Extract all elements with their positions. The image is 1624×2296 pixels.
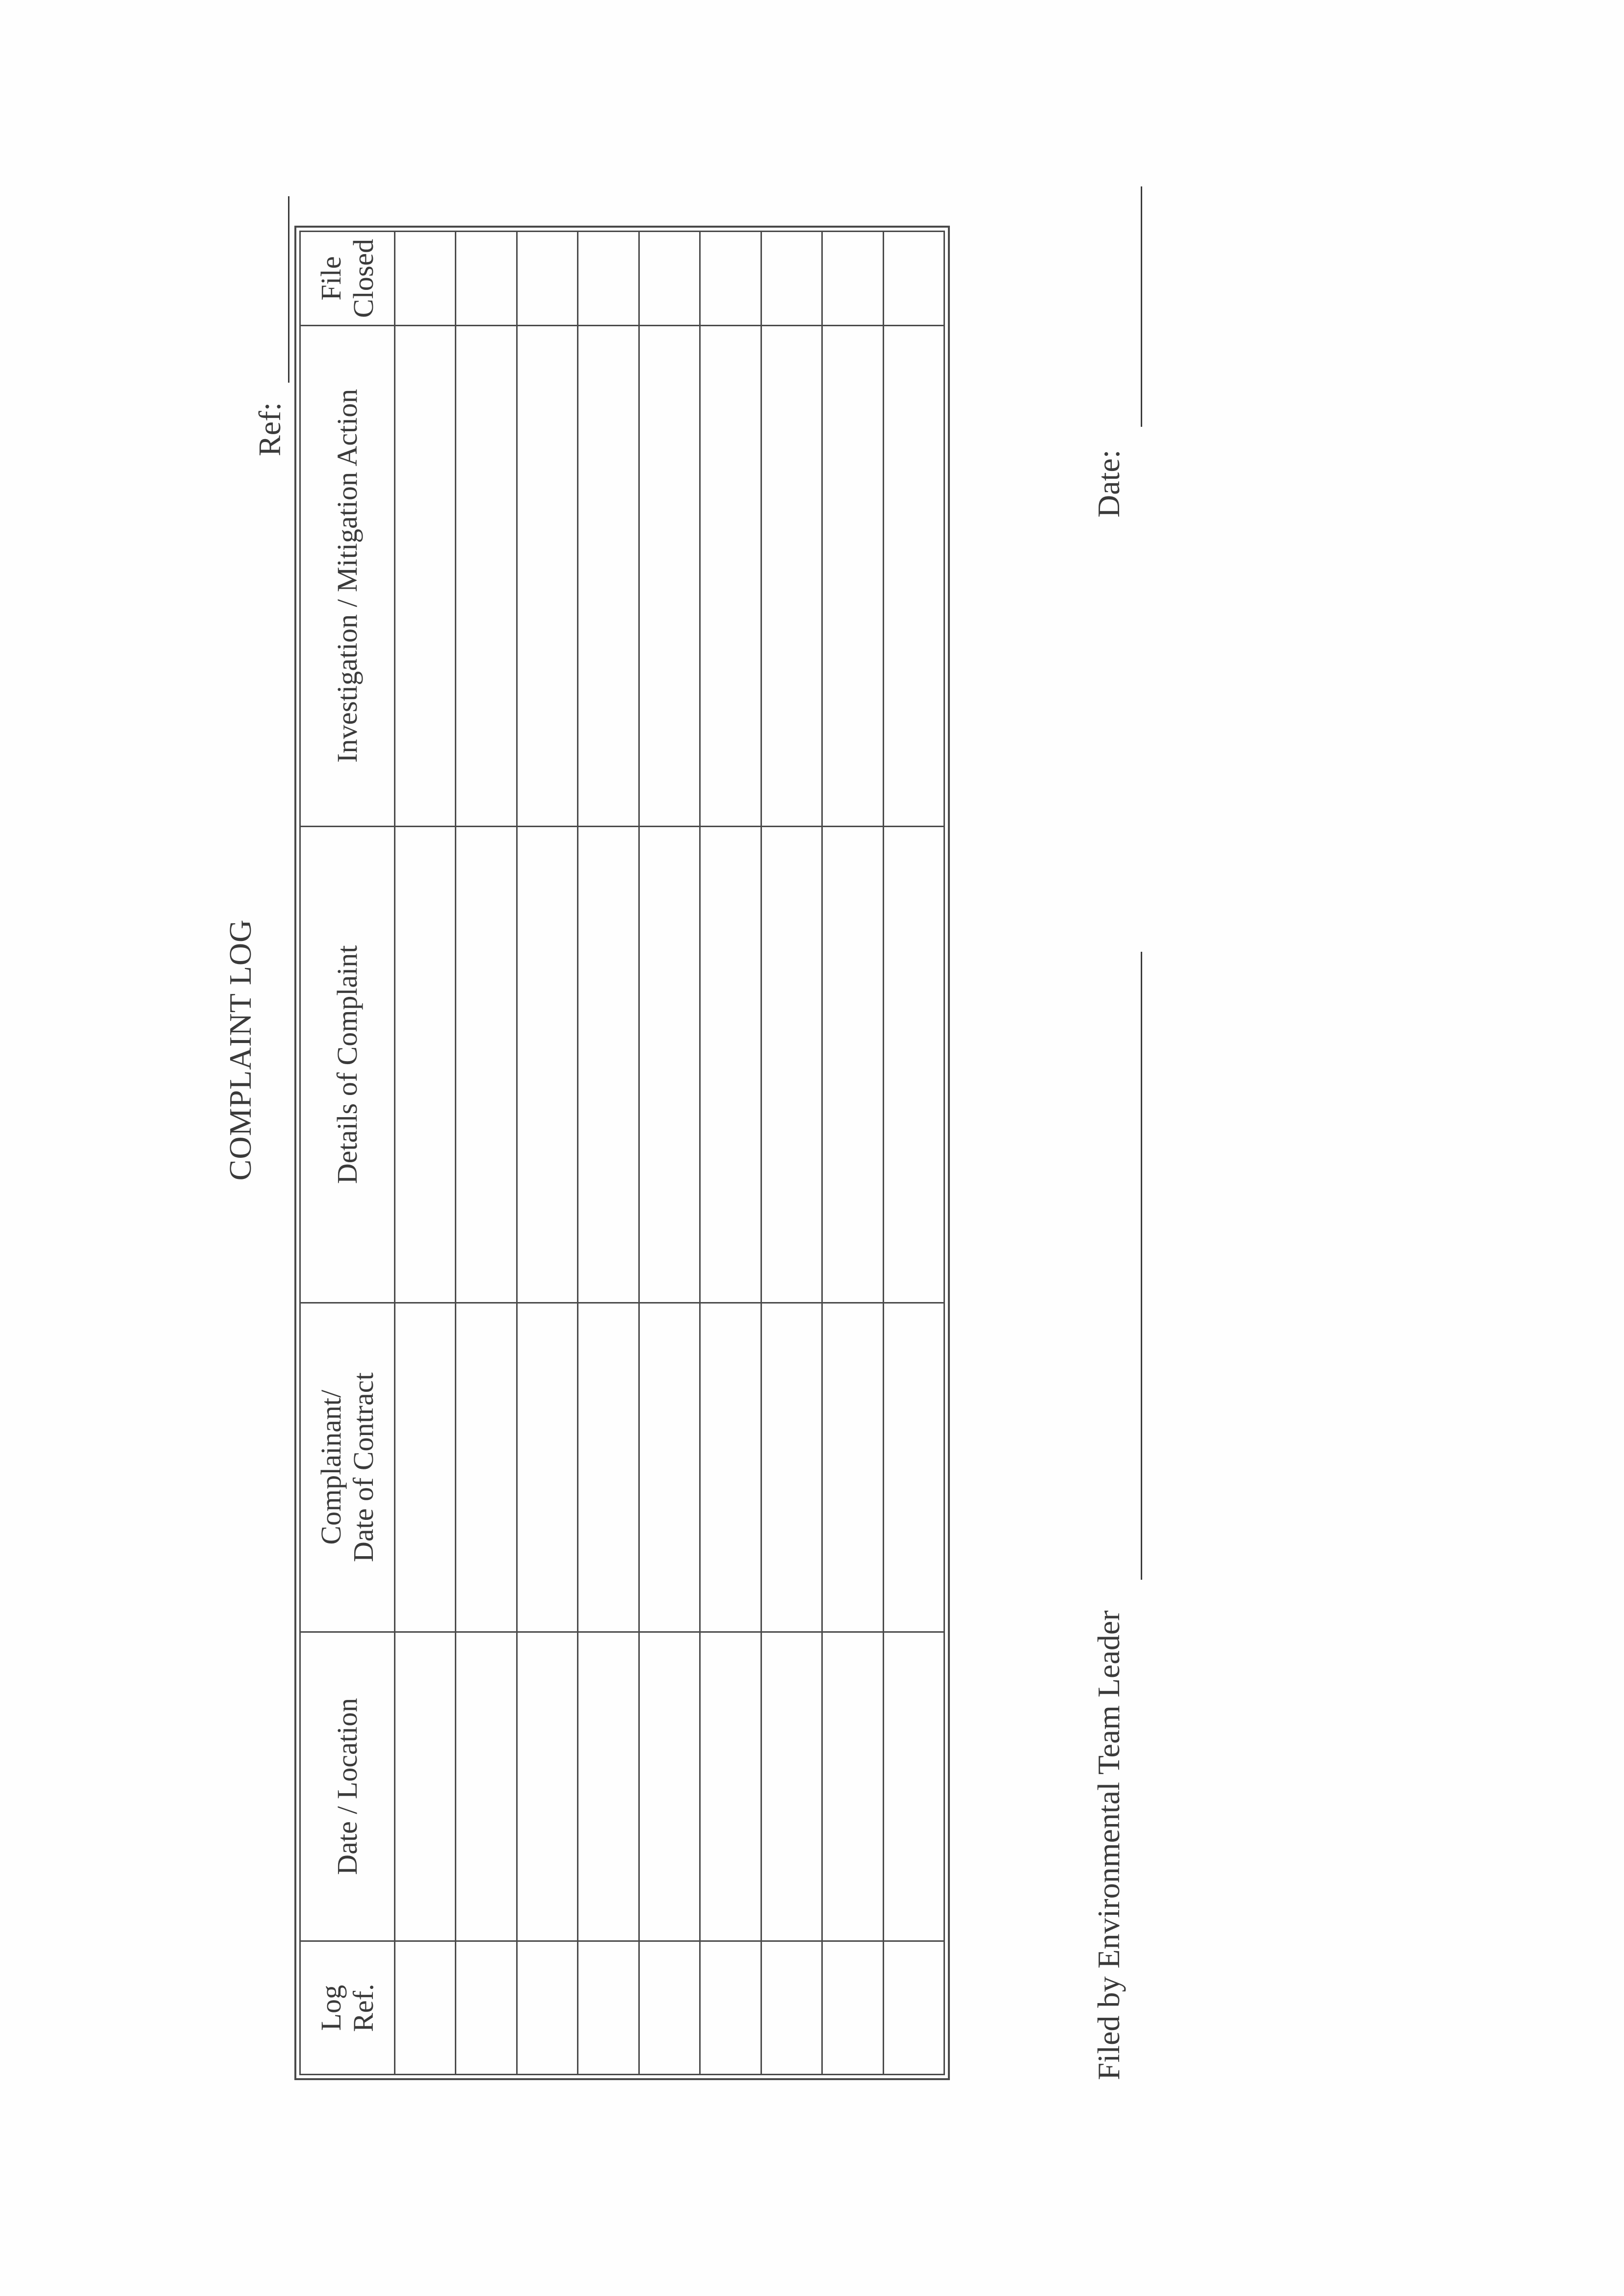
table-cell[interactable] (395, 1941, 456, 2074)
header-date-location (301, 1632, 395, 1941)
header-file-closed-line-1: File (315, 256, 347, 301)
table-row (761, 232, 822, 2074)
table-row (822, 232, 883, 2074)
table-row (639, 232, 700, 2074)
table-cell[interactable] (517, 325, 577, 826)
date-label: Date: (1091, 449, 1126, 518)
table-cell[interactable] (822, 1941, 883, 2074)
table-cell[interactable] (456, 1941, 517, 2074)
complaint-log-table-frame (294, 226, 950, 2080)
header-log-ref-line-1: Log (315, 1984, 347, 2031)
table-cell[interactable] (517, 1303, 577, 1632)
table-cell[interactable] (639, 232, 700, 325)
filed-by-signature-line[interactable] (1141, 952, 1142, 1580)
table-cell[interactable] (822, 826, 883, 1303)
complaint-log-table (301, 232, 943, 2074)
header-file-closed-line-2: Closed (347, 238, 379, 318)
table-cell[interactable] (700, 1632, 761, 1941)
table-cell[interactable] (456, 1632, 517, 1941)
header-complainant (301, 1303, 395, 1632)
table-row (456, 232, 517, 2074)
table-cell[interactable] (700, 232, 761, 325)
table-cell[interactable] (395, 325, 456, 826)
table-cell[interactable] (456, 826, 517, 1303)
table-cell[interactable] (578, 1303, 639, 1632)
table-cell[interactable] (639, 325, 700, 826)
header-investigation-text: Investigation / Mitigation Action (331, 389, 363, 763)
table-cell[interactable] (700, 325, 761, 826)
header-file-closed (301, 232, 395, 325)
table-cell[interactable] (639, 1303, 700, 1632)
table-cell[interactable] (761, 1941, 822, 2074)
table-cell[interactable] (761, 325, 822, 826)
table-cell[interactable] (700, 1941, 761, 2074)
header-complainant-line-2: Date of Contract (347, 1372, 379, 1562)
table-cell[interactable] (822, 1303, 883, 1632)
header-details-of-complaint (301, 826, 395, 1303)
table-cell[interactable] (883, 1303, 943, 1632)
table-cell[interactable] (578, 232, 639, 325)
table-cell[interactable] (761, 232, 822, 325)
table-cell[interactable] (456, 1303, 517, 1632)
complaint-log-table-inner (299, 231, 945, 2075)
table-cell[interactable] (578, 325, 639, 826)
table-cell[interactable] (578, 826, 639, 1303)
date-blank-line[interactable] (1141, 186, 1142, 427)
table-cell[interactable] (395, 826, 456, 1303)
table-cell[interactable] (639, 1632, 700, 1941)
table-cell[interactable] (395, 1303, 456, 1632)
table-cell[interactable] (517, 1941, 577, 2074)
table-cell[interactable] (639, 1941, 700, 2074)
table-row (395, 232, 456, 2074)
table-cell[interactable] (883, 1941, 943, 2074)
table-cell[interactable] (883, 232, 943, 325)
table-cell[interactable] (517, 1632, 577, 1941)
header-details-text: Details of Complaint (331, 945, 363, 1184)
table-row (700, 232, 761, 2074)
table-cell[interactable] (517, 232, 577, 325)
table-cell[interactable] (883, 1632, 943, 1941)
table-cell[interactable] (700, 1303, 761, 1632)
table-cell[interactable] (822, 325, 883, 826)
table-cell[interactable] (639, 826, 700, 1303)
table-cell[interactable] (761, 826, 822, 1303)
ref-label: Ref: (252, 402, 287, 456)
table-cell[interactable] (578, 1632, 639, 1941)
table-body (395, 232, 944, 2074)
ref-field (253, 235, 292, 456)
table-cell[interactable] (517, 826, 577, 1303)
table-row (578, 232, 639, 2074)
header-log-ref (301, 1941, 395, 2074)
table-cell[interactable] (883, 325, 943, 826)
table-cell[interactable] (700, 826, 761, 1303)
table-cell[interactable] (395, 1632, 456, 1941)
table-cell[interactable] (883, 826, 943, 1303)
table-header-row (301, 232, 395, 2074)
table-cell[interactable] (578, 1941, 639, 2074)
table-cell[interactable] (456, 232, 517, 325)
table-cell[interactable] (761, 1632, 822, 1941)
table-cell[interactable] (761, 1303, 822, 1632)
table-row (883, 232, 943, 2074)
page-title: COMPLAINT LOG (223, 919, 258, 1181)
table-cell[interactable] (822, 1632, 883, 1941)
table-row (517, 232, 577, 2074)
ref-blank-line[interactable] (288, 196, 289, 383)
table-cell[interactable] (395, 232, 456, 325)
header-date-location-text: Date / Location (331, 1698, 363, 1875)
header-log-ref-line-2: Ref. (347, 1983, 379, 2032)
footer-signoff (1092, 216, 1146, 2080)
filed-by-label: Filed by Environmental Team Leader (1091, 1610, 1126, 2080)
table-cell[interactable] (456, 325, 517, 826)
header-complainant-line-1: Complainant/ (315, 1389, 347, 1545)
header-investigation-action (301, 325, 395, 826)
table-cell[interactable] (822, 232, 883, 325)
